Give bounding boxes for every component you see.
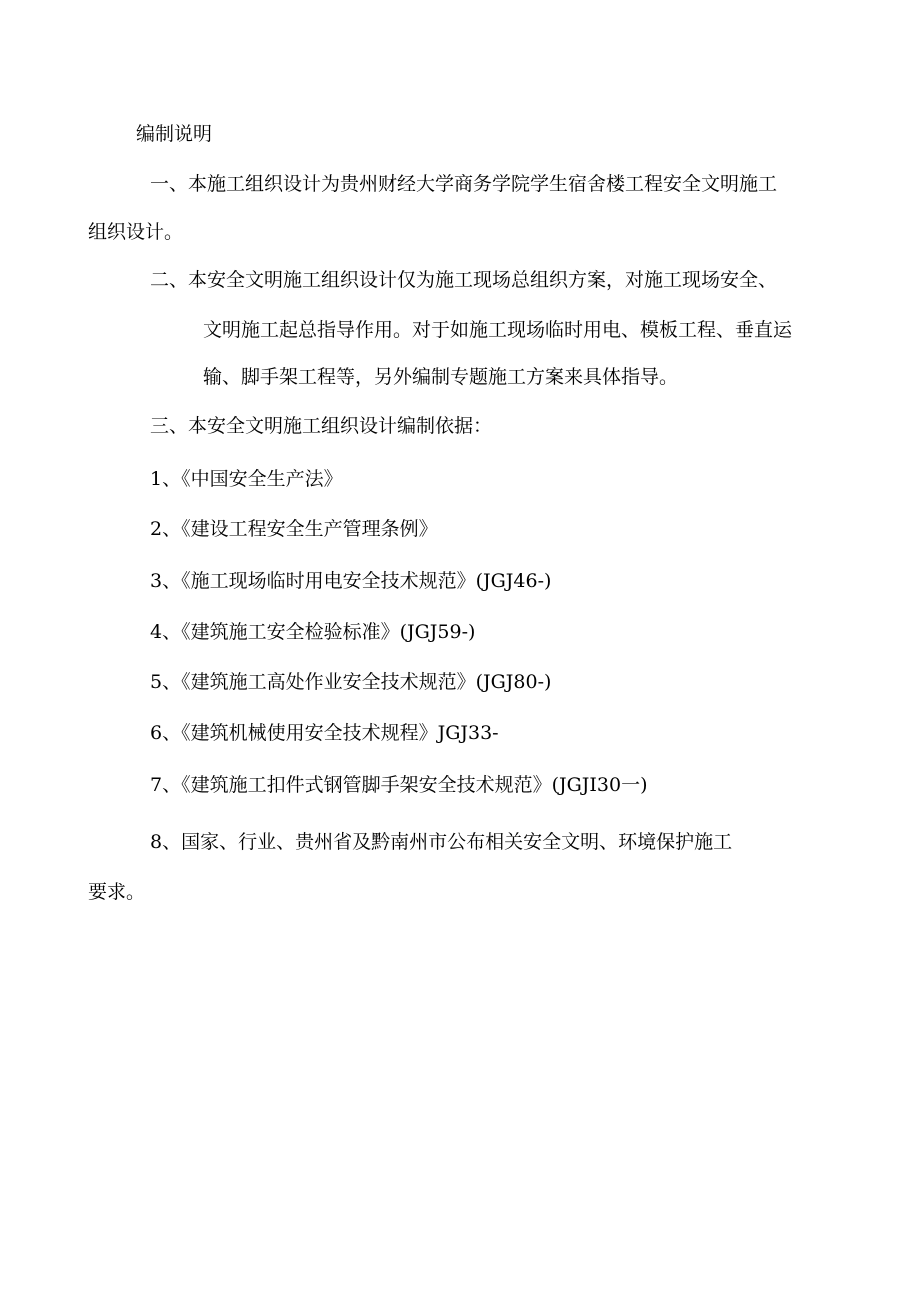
section-1-line-1: 一、本施工组织设计为贵州财经大学商务学院学生宿舍楼工程安全文明施工 <box>150 173 778 195</box>
reference-item: 7、《建筑施工扣件式钢管脚手架安全技术规范》(JGJI30一) <box>150 774 648 796</box>
reference-item: 6、《建筑机械使用安全技术规程》JGJ33- <box>150 722 499 744</box>
reference-item: 4、《建筑施工安全检验标准》(JGJ59-) <box>150 621 476 643</box>
section-3-line-1: 三、本安全文明施工组织设计编制依据： <box>150 415 493 437</box>
reference-item: 5、《建筑施工高处作业安全技术规范》(JGJ80-) <box>150 671 552 693</box>
reference-item: 1、《中国安全生产法》 <box>150 468 343 490</box>
reference-item: 2、《建设工程安全生产管理条例》 <box>150 518 438 540</box>
section-1-line-2: 组织设计。 <box>88 221 184 243</box>
section-2-line-2: 文明施工起总指导作用。对于如施工现场临时用电、模板工程、垂直运 <box>203 319 793 341</box>
item-8-line-1: 8、国家、行业、贵州省及黔南州市公布相关安全文明、环境保护施工 <box>150 831 733 853</box>
section-2-line-1: 二、本安全文明施工组织设计仅为施工现场总组织方案，对施工现场安全、 <box>150 269 778 291</box>
item-8-line-2: 要求。 <box>88 881 146 903</box>
document-heading: 编制说明 <box>136 123 213 145</box>
section-2-line-3: 输、脚手架工程等，另外编制专题施工方案来具体指导。 <box>203 366 679 388</box>
reference-item: 3、《施工现场临时用电安全技术规范》(JGJ46-) <box>150 570 552 592</box>
